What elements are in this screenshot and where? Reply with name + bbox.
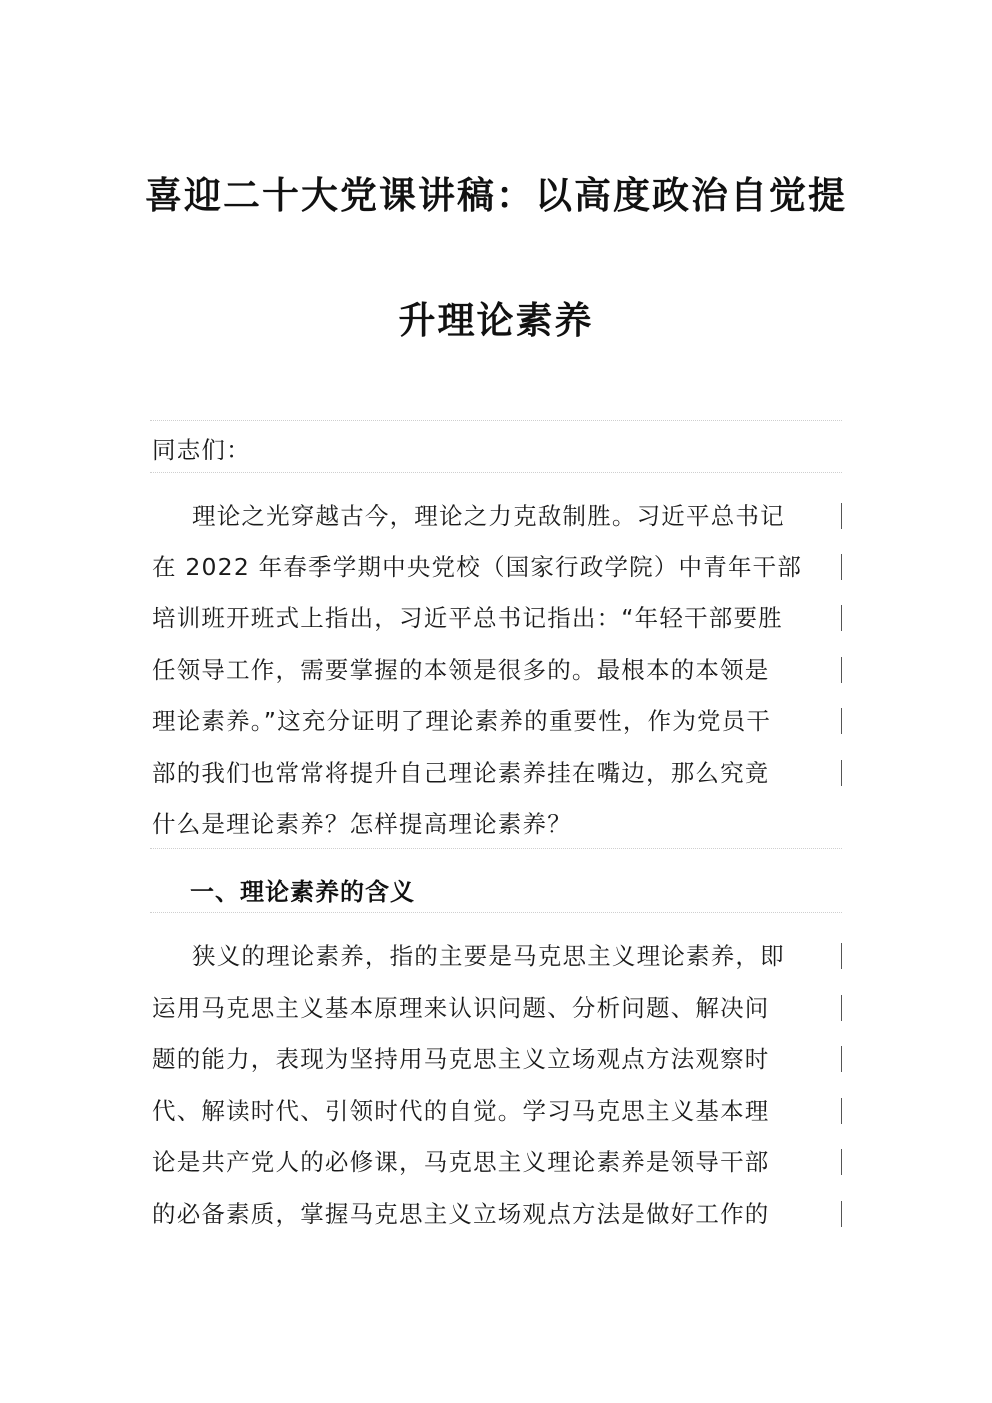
divider — [150, 420, 842, 421]
paragraph-2-line: 代、解读时代、引领时代的自觉。学习马克思主义基本理 — [152, 1097, 770, 1125]
paragraph-1-line: 部的我们也常常将提升自己理论素养挂在嘴边，那么究竟 — [152, 759, 770, 787]
margin-marker — [841, 503, 842, 529]
margin-marker — [841, 995, 842, 1021]
margin-marker — [841, 760, 842, 786]
document-title-line-1: 喜迎二十大党课讲稿：以高度政治自觉提 — [145, 174, 847, 217]
section-heading: 一、理论素养的含义 — [190, 878, 415, 906]
paragraph-2-line: 题的能力，表现为坚持用马克思主义立场观点方法观察时 — [152, 1045, 770, 1073]
paragraph-2-line: 运用马克思主义基本原理来认识问题、分析问题、解决问 — [152, 994, 770, 1022]
paragraph-1-line: 什么是理论素养？怎样提高理论素养？ — [152, 810, 572, 838]
margin-marker — [841, 657, 842, 683]
divider — [150, 472, 842, 473]
margin-marker — [841, 554, 842, 580]
divider — [150, 848, 842, 849]
paragraph-1-line: 理论之光穿越古今，理论之力克敌制胜。习近平总书记 — [192, 502, 785, 530]
paragraph-1-line: 任领导工作，需要掌握的本领是很多的。最根本的本领是 — [152, 656, 770, 684]
margin-marker — [841, 1098, 842, 1124]
paragraph-2-line: 的必备素质，掌握马克思主义立场观点方法是做好工作的 — [152, 1200, 770, 1228]
paragraph-1-line: 理论素养。”这充分证明了理论素养的重要性，作为党员干 — [152, 707, 772, 735]
margin-marker — [841, 1149, 842, 1175]
paragraph-2-line: 论是共产党人的必修课，马克思主义理论素养是领导干部 — [152, 1148, 770, 1176]
paragraph-2-line: 狭义的理论素养，指的主要是马克思主义理论素养，即 — [192, 942, 785, 970]
margin-marker — [841, 708, 842, 734]
margin-marker — [841, 943, 842, 969]
salutation: 同志们： — [152, 436, 251, 464]
margin-marker — [841, 605, 842, 631]
margin-marker — [841, 1201, 842, 1227]
document-title-line-2: 升理论素养 — [398, 299, 594, 342]
paragraph-1-line: 培训班开班式上指出，习近平总书记指出：“年轻干部要胜 — [152, 604, 783, 632]
divider — [150, 912, 842, 913]
paragraph-1-line: 在 2022 年春季学期中央党校（国家行政学院）中青年干部 — [152, 553, 803, 581]
margin-marker — [841, 1046, 842, 1072]
